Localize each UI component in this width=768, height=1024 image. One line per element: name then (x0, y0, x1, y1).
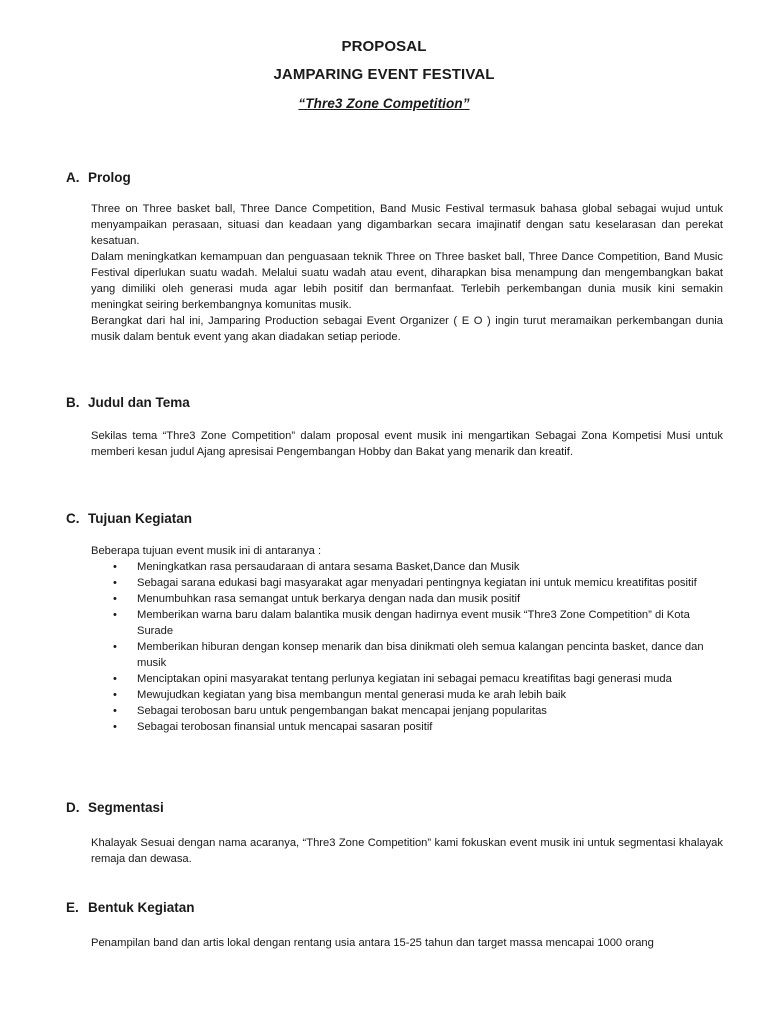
segmentasi-paragraph: Khalayak Sesuai dengan nama acaranya, “Thre3 Zone Competition” kami fokuskan event musik ini untuk segmentasi khalayak remaja dan dewasa. (91, 837, 723, 865)
section-b-title: Judul dan Tema (88, 395, 190, 410)
section-b-body (91, 428, 723, 460)
prolog-paragraph-3: Berangkat dari hal ini, Jamparing Production sebagai Event Organizer ( E O ) ingin turut meramaikan perkembangan dunia musik dalam bentuk event yang akan diadakan setiap periode. (91, 315, 723, 343)
prolog-paragraph-2: Dalam meningkatkan kemampuan dan penguasaan teknik Three on Three basket ball, Three Dance Competition, Band Music Festival diperlukan suatu wadah. Melalui suatu wadah atau event, diharapkan bisa menampung dan mengembangkan bakat yang dimiliki oleh generasi muda agar lebih positif dan bermanfaat. Terlebih perkembangan dunia musik kini semakin meningkat seiring berkembangnya komunitas musik. (91, 251, 723, 311)
event-subtitle: “Thre3 Zone Competition” (298, 96, 470, 111)
list-item: • Menciptakan opini masyarakat tentang perlunya kegiatan ini sebagai pemacu kreatifitas bagi generasi muda (110, 671, 723, 687)
list-item: • Sebagai terobosan baru untuk pengembangan bakat mencapai jenjang popularitas (110, 703, 723, 719)
tujuan-intro: Beberapa tujuan event musik ini di antaranya : (91, 545, 322, 557)
section-e-heading (66, 900, 195, 915)
bentuk-paragraph: Penampilan band dan artis lokal dengan rentang usia antara 15-25 tahun dan target massa mencapai 1000 orang (91, 937, 654, 949)
section-d-letter: D. (66, 800, 80, 815)
section-b-letter: B. (66, 395, 80, 410)
list-item: • Sebagai terobosan finansial untuk mencapai sasaran positif (110, 719, 723, 735)
section-c-title: Tujuan Kegiatan (88, 511, 193, 526)
event-name: JAMPARING EVENT FESTIVAL (273, 66, 495, 83)
section-e-body (91, 935, 723, 951)
list-item: • Meningkatkan rasa persaudaraan di antara sesama Basket,Dance dan Musik (110, 559, 723, 575)
doc-title: PROPOSAL (341, 38, 427, 55)
section-a-title: Prolog (88, 170, 131, 185)
section-c-letter: C. (66, 511, 80, 526)
list-item: • Sebagai sarana edukasi bagi masyarakat agar menyadari pentingnya kegiatan ini untuk memicu kreatifitas positif (110, 575, 723, 591)
section-e-title: Bentuk Kegiatan (88, 900, 195, 915)
tujuan-list (110, 559, 723, 735)
list-item: • Memberikan warna baru dalam balantika musik dengan hadirnya event musik “Thre3 Zone Competition” di Kota Surade (110, 607, 723, 639)
list-item: • Mewujudkan kegiatan yang bisa membangun mental generasi muda ke arah lebih baik (110, 687, 723, 703)
section-d-title: Segmentasi (88, 800, 164, 815)
section-a-letter: A. (66, 170, 80, 185)
section-d-heading (66, 800, 164, 815)
tema-paragraph: Sekilas tema “Thre3 Zone Competition” dalam proposal event musik ini mengartikan Sebagai Zona Kompetisi Musi untuk memberi kesan judul Ajang apresisai Pengembangan Hobby dan Bakat yang menarik dan kreatif. (91, 430, 723, 458)
section-a-heading (66, 170, 131, 185)
section-e-letter: E. (66, 900, 79, 915)
section-b-heading (66, 395, 190, 410)
section-d-body (91, 835, 723, 867)
prolog-paragraph-1: Three on Three basket ball, Three Dance Competition, Band Music Festival termasuk bahasa global sebagai wujud untuk menyampaikan perasaan, situasi dan keadaan yang digambarkan secara imajinatif dengan satu keselarasan dan perekat kesatuan. (91, 203, 723, 247)
list-item: • Menumbuhkan rasa semangat untuk berkarya dengan nada dan musik positif (110, 591, 723, 607)
section-a-body (91, 201, 723, 345)
list-item: • Memberikan hiburan dengan konsep menarik dan bisa dinikmati oleh semua kalangan pencinta basket, dance dan musik (110, 639, 723, 671)
section-c-heading (66, 511, 192, 526)
